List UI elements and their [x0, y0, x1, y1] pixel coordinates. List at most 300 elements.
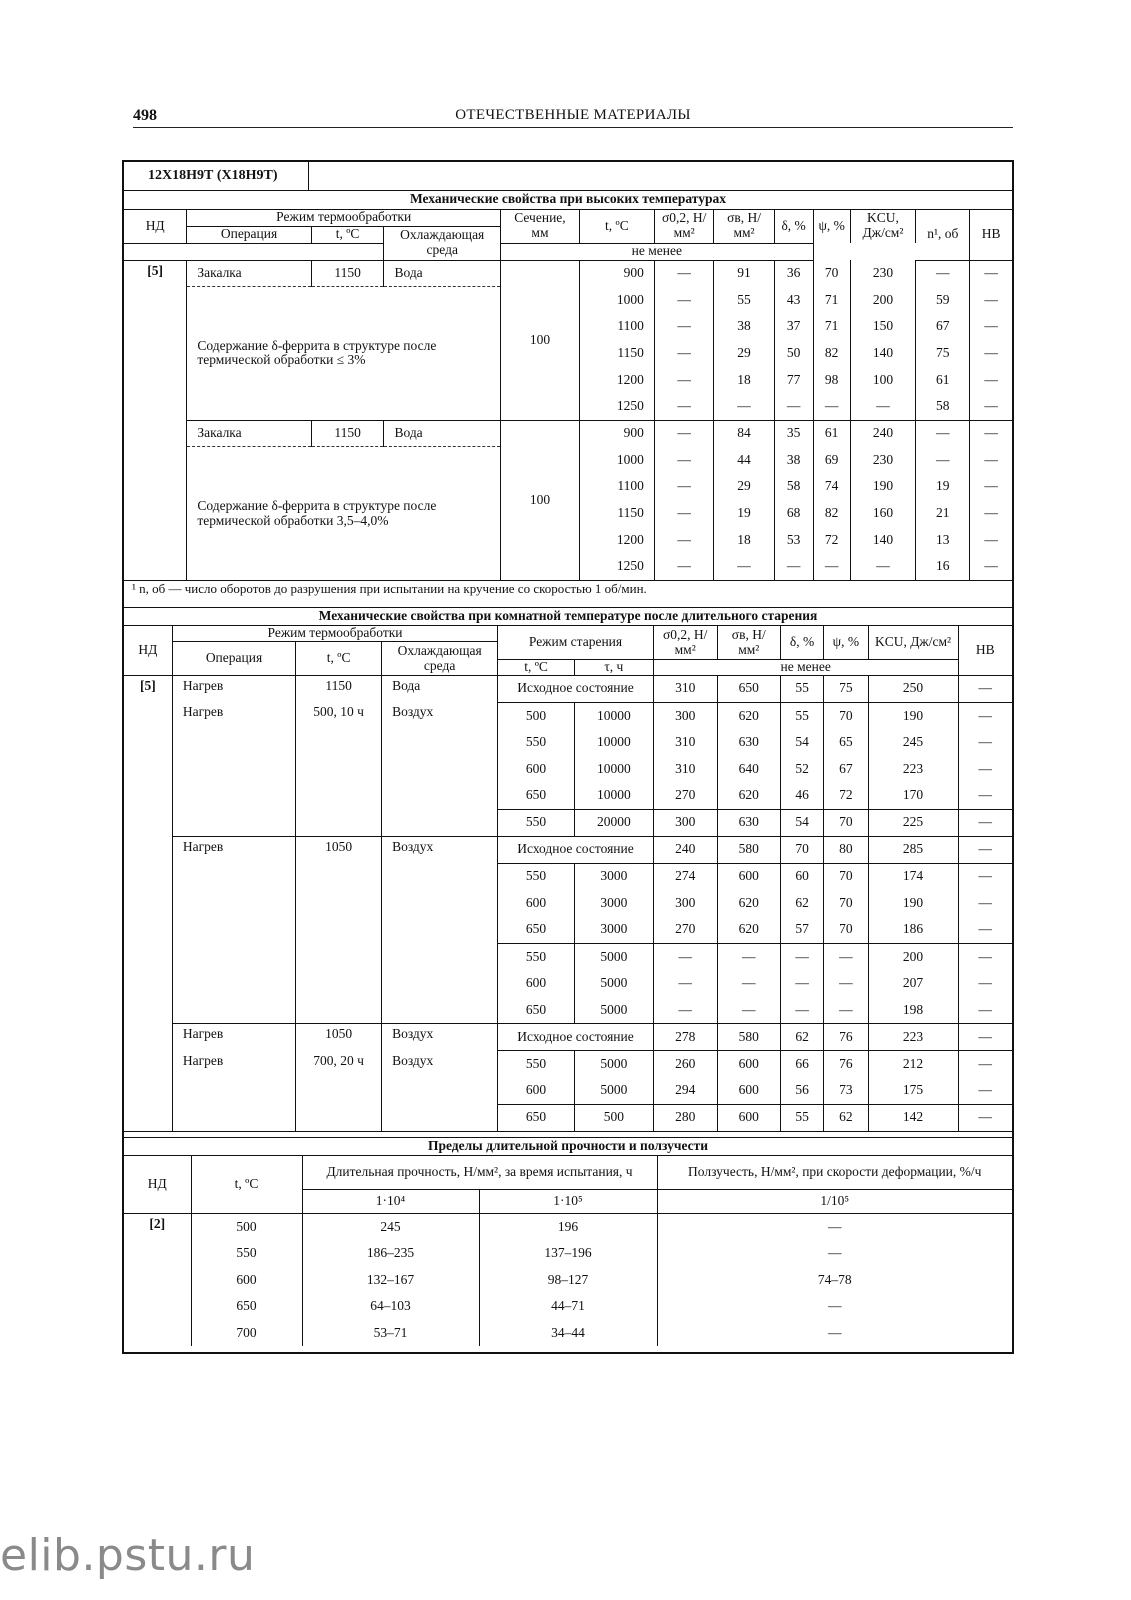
header-cell: KCU, Дж/см²: [850, 209, 916, 243]
watermark: elib.pstu.ru: [0, 1530, 256, 1581]
header-cell: Охлаждающая среда: [382, 642, 498, 676]
table-cell: 294: [653, 1077, 717, 1104]
table-cell: 3000: [574, 863, 653, 890]
table-cell: 46: [780, 783, 823, 810]
table-cell: —: [714, 393, 774, 420]
table-cell: —: [654, 554, 714, 581]
table-cell: —: [717, 997, 780, 1024]
table-cell: 38: [774, 447, 813, 474]
table-cell: 13: [916, 527, 970, 554]
table-cell: 132–167: [302, 1267, 479, 1294]
table-cell: —: [828, 1244, 842, 1260]
table-cell: —: [813, 554, 850, 581]
table-cell: 77: [774, 367, 813, 394]
table-cell: 71: [813, 287, 850, 314]
table-cell: 186–235: [302, 1240, 479, 1267]
table-cell: 5000: [574, 970, 653, 997]
table-cell: —: [916, 260, 970, 287]
table-cell: 300: [653, 890, 717, 917]
table-cell: —: [654, 474, 714, 501]
table-cell: 37: [774, 313, 813, 340]
table-cell: 1000: [579, 447, 654, 474]
header-cell: Операция: [172, 642, 295, 676]
header-cell: Режим старения: [498, 626, 654, 660]
table-cell: 53: [774, 527, 813, 554]
table-cell: 1150: [579, 340, 654, 367]
table-cell: 550: [191, 1240, 302, 1267]
table-cell: 73: [824, 1077, 868, 1104]
header-cell: δ, %: [774, 209, 813, 243]
header-cell: t, ºС: [579, 209, 654, 243]
table-cell: —: [780, 970, 823, 997]
header-cell: НД: [124, 209, 187, 243]
table-cell: 100: [850, 367, 916, 394]
table-cell: 630: [717, 809, 780, 836]
cooling-medium: Воздух: [382, 702, 498, 836]
table-cell: 137–196: [479, 1240, 657, 1267]
table-cell: 71: [813, 313, 850, 340]
table-cell: 5000: [574, 943, 653, 970]
table-cell: 150: [850, 313, 916, 340]
table-cell: 44–71: [479, 1293, 657, 1320]
table-cell: 1250: [579, 554, 654, 581]
table-cell: —: [978, 975, 993, 991]
table-cell: 600: [191, 1267, 302, 1294]
table-cell: 72: [824, 783, 868, 810]
table-cell: 18: [714, 367, 774, 394]
table-cell: 18: [714, 527, 774, 554]
table-cell: 650: [498, 997, 575, 1024]
table-cell: 310: [653, 756, 717, 783]
operation: Нагрев: [172, 1024, 295, 1051]
table-cell: —: [780, 943, 823, 970]
table-cell: 10000: [574, 756, 653, 783]
table-row: [124, 1051, 1012, 1078]
table-cell: 600: [498, 1077, 575, 1104]
table-cell: 580: [717, 1024, 780, 1051]
treatment-note: Содержание δ-феррита в структуре после термической обработки 3,5–4,0%: [187, 447, 501, 580]
table-cell: 240: [850, 420, 916, 447]
table-cell: 200: [868, 943, 958, 970]
table-cell: 34–44: [479, 1320, 657, 1347]
table-cell: 98: [813, 367, 850, 394]
table-cell: 310: [653, 676, 717, 703]
table-cell: 72: [813, 527, 850, 554]
table-cell: 82: [813, 500, 850, 527]
table-cell: 80: [824, 836, 868, 863]
table-cell: 54: [780, 729, 823, 756]
creep-rupture-table: [124, 1137, 1012, 1346]
table-cell: 310: [653, 729, 717, 756]
table-cell: 21: [916, 500, 970, 527]
table-cell: 3000: [574, 890, 653, 917]
table-cell: 198: [868, 997, 958, 1024]
table-cell: 620: [717, 917, 780, 944]
header-cell: σ0,2, Н/мм²: [654, 209, 714, 243]
table-cell: —: [958, 783, 1012, 810]
table-cell: 186: [868, 917, 958, 944]
high-temperature-table: [124, 190, 1012, 598]
table-cell: —: [958, 1077, 1012, 1104]
table-cell: 190: [868, 702, 958, 729]
table-cell: —: [717, 943, 780, 970]
table-cell: 67: [824, 756, 868, 783]
table-cell: 245: [302, 1214, 479, 1241]
table-cell: —: [978, 707, 993, 723]
table-cell: —: [978, 948, 993, 964]
table-cell: 300: [653, 809, 717, 836]
section-title: Пределы длительной прочности и ползучести: [124, 1138, 1012, 1156]
table-cell: 650: [191, 1293, 302, 1320]
table-row: [124, 420, 1012, 447]
table-cell: 1150: [579, 500, 654, 527]
table-cell: 55: [780, 702, 823, 729]
table-cell: 62: [780, 890, 823, 917]
table-row: [124, 1024, 1012, 1051]
table-cell: —: [714, 554, 774, 581]
table-cell: 170: [868, 783, 958, 810]
table-cell: —: [828, 1298, 842, 1314]
table-cell: —: [958, 1024, 1012, 1051]
table-cell: 76: [824, 1024, 868, 1051]
table-cell: 600: [717, 863, 780, 890]
table-cell: —: [850, 393, 916, 420]
table-cell: —: [824, 997, 868, 1024]
table-cell: —: [824, 943, 868, 970]
table-cell: 75: [916, 340, 970, 367]
table-cell: —: [850, 554, 916, 581]
header-cell: σ0,2, Н/мм²: [653, 626, 717, 660]
table-cell: —: [978, 734, 993, 750]
treatment-note: Содержание δ-феррита в структуре после термической обработки ≤ 3%: [187, 287, 501, 420]
table-cell: 67: [916, 313, 970, 340]
table-cell: 630: [717, 729, 780, 756]
table-cell: 600: [717, 1077, 780, 1104]
table-cell: 62: [780, 1024, 823, 1051]
table-cell: 620: [717, 890, 780, 917]
temperature: 1050: [296, 1024, 382, 1051]
table-cell: 58: [916, 393, 970, 420]
table-cell: 207: [868, 970, 958, 997]
table-cell: —: [653, 997, 717, 1024]
table-cell: 57: [780, 917, 823, 944]
table-row: [124, 1293, 1012, 1320]
header-cell: Режим термообработки: [187, 209, 501, 226]
header-cell: δ, %: [780, 626, 823, 660]
table-cell: 76: [824, 1051, 868, 1078]
operation: Нагрев: [172, 676, 295, 703]
table-cell: 250: [868, 676, 958, 703]
operation: Закалка: [187, 420, 311, 447]
table-cell: —: [978, 760, 993, 776]
table-cell: 56: [780, 1077, 823, 1104]
table-cell: 55: [780, 676, 823, 703]
table-cell: —: [984, 318, 998, 334]
cooling-medium: Вода: [382, 676, 498, 703]
table-row: [124, 1240, 1012, 1267]
table-cell: —: [774, 554, 813, 581]
table-row: [124, 1320, 1012, 1347]
table-cell: 10000: [574, 783, 653, 810]
table-cell: —: [958, 997, 1012, 1024]
table-cell: —: [984, 344, 998, 360]
table-cell: 140: [850, 527, 916, 554]
table-cell: —: [958, 809, 1012, 836]
table-cell: 500: [498, 702, 575, 729]
table-cell: 640: [717, 756, 780, 783]
table-cell: 58: [774, 474, 813, 501]
table-cell: 1200: [579, 367, 654, 394]
table-cell: 29: [714, 340, 774, 367]
header-cell: НД: [124, 1156, 191, 1214]
section-title: Механические свойства при высоких температурах: [124, 190, 1012, 209]
table-cell: 550: [498, 1051, 575, 1078]
temperature: 1150: [311, 420, 384, 447]
table-cell: —: [654, 313, 714, 340]
table-cell: 600: [498, 756, 575, 783]
table-cell: 70: [824, 809, 868, 836]
initial-state: Исходное состояние: [498, 836, 654, 863]
table-cell: 280: [653, 1104, 717, 1131]
table-cell: 225: [868, 809, 958, 836]
table-cell: 140: [850, 340, 916, 367]
temperature: 1050: [296, 836, 382, 1024]
header-cell: Операция: [187, 226, 311, 243]
table-row: [124, 1214, 1012, 1241]
header-cell: Длительная прочность, Н/мм², за время испытания, ч: [302, 1156, 657, 1190]
nd-reference: [2]: [124, 1214, 191, 1347]
page-number: 498: [133, 107, 157, 124]
table-cell: 16: [916, 554, 970, 581]
table-cell: 19: [714, 500, 774, 527]
header-cell: σв, Н/мм²: [717, 626, 780, 660]
table-cell: 270: [653, 783, 717, 810]
grade-name: 12Х18Н9Т (Х18Н9Т): [124, 162, 309, 190]
table-cell: 70: [813, 260, 850, 287]
table-cell: 620: [717, 783, 780, 810]
table-cell: —: [774, 393, 813, 420]
table-cell: —: [653, 970, 717, 997]
table-cell: 175: [868, 1077, 958, 1104]
table-cell: 70: [824, 702, 868, 729]
table-cell: —: [654, 527, 714, 554]
table-cell: —: [828, 1324, 842, 1340]
table-cell: —: [970, 393, 1012, 420]
table-cell: 29: [714, 474, 774, 501]
table-cell: 160: [850, 500, 916, 527]
table-cell: —: [958, 836, 1012, 863]
table-cell: 84: [714, 420, 774, 447]
table-cell: 500: [574, 1104, 653, 1131]
table-row: [124, 702, 1012, 729]
table-cell: 61: [813, 420, 850, 447]
table-cell: 278: [653, 1024, 717, 1051]
header-cell: Охлаждающая среда: [384, 226, 501, 260]
table-cell: —: [824, 970, 868, 997]
table-cell: 60: [780, 863, 823, 890]
table-cell: 650: [498, 917, 575, 944]
table-cell: —: [654, 393, 714, 420]
nd-reference: [5]: [124, 676, 172, 1132]
page-header: [133, 105, 1013, 128]
table-cell: 230: [850, 447, 916, 474]
table-cell: 190: [850, 474, 916, 501]
table-cell: —: [978, 1055, 993, 1071]
cooling-medium: Вода: [384, 260, 501, 287]
table-cell: —: [654, 367, 714, 394]
table-cell: 5000: [574, 1077, 653, 1104]
table-cell: 54: [780, 809, 823, 836]
table-cell: —: [984, 291, 998, 307]
table-cell: —: [653, 943, 717, 970]
header-cell: 1·10⁴: [302, 1190, 479, 1214]
table-cell: 700: [191, 1320, 302, 1347]
table-cell: 38: [714, 313, 774, 340]
header-cell: t, ºС: [498, 660, 575, 676]
table-cell: —: [958, 676, 1012, 703]
table-cell: 550: [498, 943, 575, 970]
table-cell: 274: [653, 863, 717, 890]
table-cell: 64–103: [302, 1293, 479, 1320]
table-cell: 650: [717, 676, 780, 703]
section-size: 100: [501, 420, 580, 580]
table-cell: —: [717, 970, 780, 997]
table-cell: 98–127: [479, 1267, 657, 1294]
table-cell: —: [984, 478, 998, 494]
table-cell: 600: [717, 1104, 780, 1131]
header-cell: НВ: [970, 209, 1012, 260]
table-cell: 650: [498, 1104, 575, 1131]
table-cell: 3000: [574, 917, 653, 944]
table-cell: 59: [916, 287, 970, 314]
table-cell: 285: [868, 836, 958, 863]
table-cell: 44: [714, 447, 774, 474]
table-cell: —: [654, 340, 714, 367]
table-cell: —: [978, 894, 993, 910]
table-row: [124, 676, 1012, 703]
header-cell: σв, Н/мм²: [714, 209, 774, 243]
section-size: 100: [501, 260, 580, 420]
header-cell: t, ºС: [191, 1156, 302, 1214]
header-cell: KCU, Дж/см²: [868, 626, 958, 660]
cooling-medium: Воздух: [382, 836, 498, 1024]
table-cell: —: [984, 371, 998, 387]
header-cell: Сечение, мм: [501, 209, 580, 243]
cooling-medium: Вода: [384, 420, 501, 447]
temperature: 1150: [311, 260, 384, 287]
table-cell: —: [958, 917, 1012, 944]
table-cell: 10000: [574, 729, 653, 756]
table-cell: 20000: [574, 809, 653, 836]
header-cell: τ, ч: [574, 660, 653, 676]
table-cell: 600: [717, 1051, 780, 1078]
table-cell: 52: [780, 756, 823, 783]
table-cell: 10000: [574, 702, 653, 729]
nd-reference: [5]: [124, 260, 187, 580]
table-cell: 260: [653, 1051, 717, 1078]
table-cell: 580: [717, 836, 780, 863]
header-cell: t, ºС: [311, 226, 384, 243]
operation: Нагрев: [172, 1051, 295, 1131]
running-title: ОТЕЧЕСТВЕННЫЕ МАТЕРИАЛЫ: [455, 107, 691, 123]
table-cell: —: [654, 447, 714, 474]
table-cell: 82: [813, 340, 850, 367]
table-cell: 550: [498, 729, 575, 756]
operation: Закалка: [187, 260, 311, 287]
operation: Нагрев: [172, 836, 295, 1024]
table-cell: —: [984, 531, 998, 547]
temperature: 500, 10 ч: [296, 702, 382, 836]
initial-state: Исходное состояние: [498, 1024, 654, 1051]
table-cell: 61: [916, 367, 970, 394]
table-cell: 900: [579, 420, 654, 447]
table-cell: 550: [498, 863, 575, 890]
table-cell: 174: [868, 863, 958, 890]
temperature: 1150: [296, 676, 382, 703]
cooling-medium: Воздух: [382, 1051, 498, 1131]
table-cell: —: [654, 420, 714, 447]
grade-row: [124, 162, 1012, 191]
table-cell: 55: [780, 1104, 823, 1131]
table-cell: —: [813, 393, 850, 420]
table-cell: 142: [868, 1104, 958, 1131]
table-cell: —: [654, 260, 714, 287]
table-cell: —: [984, 451, 998, 467]
table-cell: 75: [824, 676, 868, 703]
table-cell: 196: [479, 1214, 657, 1241]
table-cell: 900: [579, 260, 654, 287]
table-row: [124, 260, 1012, 287]
table-cell: 270: [653, 917, 717, 944]
table-cell: 5000: [574, 997, 653, 1024]
header-cell: t, ºС: [296, 642, 382, 676]
table-row: [124, 1267, 1012, 1294]
table-cell: 50: [774, 340, 813, 367]
table-cell: 212: [868, 1051, 958, 1078]
header-cell: не менее: [501, 243, 814, 260]
table-cell: 200: [850, 287, 916, 314]
header-cell: НВ: [958, 626, 1012, 676]
table-cell: 65: [824, 729, 868, 756]
table-cell: 1250: [579, 393, 654, 420]
initial-state: Исходное состояние: [498, 676, 654, 703]
table-cell: 1100: [579, 474, 654, 501]
table-cell: 36: [774, 260, 813, 287]
table-cell: 70: [824, 917, 868, 944]
header-cell: Режим термообработки: [172, 626, 497, 642]
header-cell: НД: [124, 626, 172, 676]
section-title: Механические свойства при комнатной температуре после длительного старения: [124, 608, 1012, 626]
table-cell: 190: [868, 890, 958, 917]
aging-table: [124, 607, 1012, 1132]
table-cell: 600: [498, 890, 575, 917]
table-cell: 500: [191, 1214, 302, 1241]
table-cell: —: [828, 1218, 842, 1234]
operation: Нагрев: [172, 702, 295, 836]
footnote: ¹ n, об — число оборотов до разрушения при испытании на кручение со скоростью 1 об/мин.: [132, 581, 647, 597]
table-cell: 70: [780, 836, 823, 863]
table-cell: 62: [824, 1104, 868, 1131]
table-cell: 223: [868, 1024, 958, 1051]
table-cell: 1200: [579, 527, 654, 554]
cooling-medium: Воздух: [382, 1024, 498, 1051]
table-cell: 300: [653, 702, 717, 729]
table-cell: 230: [850, 260, 916, 287]
header-cell: ψ, %: [824, 626, 868, 660]
header-cell: ψ, %: [813, 209, 850, 243]
header-cell: не менее: [653, 660, 958, 676]
header-cell: n¹, об: [916, 209, 970, 260]
